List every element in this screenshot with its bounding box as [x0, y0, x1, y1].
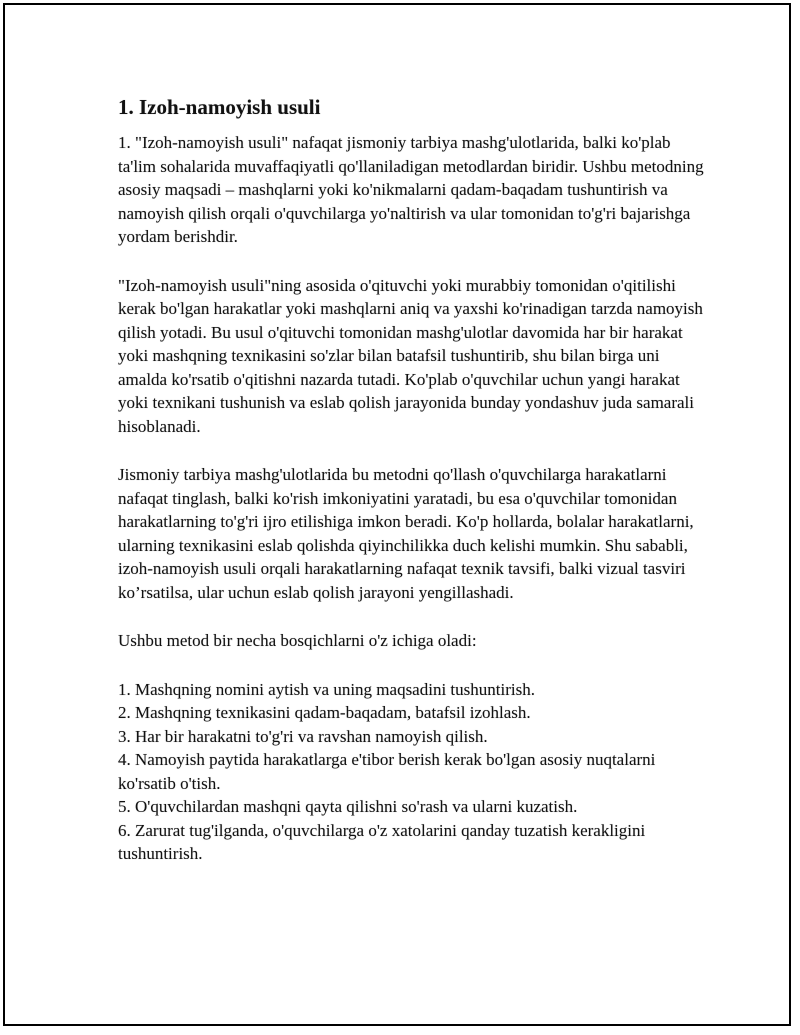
list-item: 3. Har bir harakatni to'g'ri va ravshan namoyish qilish.: [118, 726, 488, 746]
list-item: 1. Mashqning nomini aytish va uning maqsadini tushuntirish.: [118, 679, 535, 699]
paragraph-physical-education: Jismoniy tarbiya mashg'ulotlarida bu metodni qo'llash o'quvchilarga harakatlarni nafaqat tinglash, balki ko'rish imkoniyatini yaratadi, bu esa o'quvchilar tomonidan harakatlarning to'g'ri ijro etilishiga imkon beradi. Ko'p hollarda, bolalar harakatlarni, ularning texnikasini eslab qolishda qiyinchilikka duch kelishi mumkin. Shu sababli, izoh-namoyish usuli orqali harakatlarning nafaqat texnik tavsifi, balki vizual tasviri ko’rsatilsa, ular uchun eslab qolish jarayoni yengillashadi.: [118, 465, 694, 602]
paragraph-stages-intro: Ushbu metod bir necha bosqichlarni o'z ichiga oladi:: [118, 631, 477, 650]
paragraph-basis: "Izoh-namoyish usuli"ning asosida o'qituvchi yoki murabbiy tomonidan o'qitilishi kerak bo'lgan harakatlar yoki mashqlarni aniq va yaxshi ko'rinadigan tarzda namoyish qilish yotadi. Bu usul o'qituvchi tomonidan mashg'ulotlar davomida har bir harakat yoki mashqning texnikasini so'zlar bilan batafsil tushuntirib, shu bilan birga uni amalda ko'rsatib o'qitishni nazarda tutadi. Ko'plab o'quvchilar uchun yangi harakat yoki texnikani tushunish va eslab qolish jarayonida bunday yondashuv juda samarali hisoblanadi.: [118, 275, 703, 436]
stages-list: [118, 678, 708, 866]
paragraph-intro: 1. "Izoh-namoyish usuli" nafaqat jismoniy tarbiya mashg'ulotlarida, balki ko'plab ta'lim sohalarida muvaffaqiyatli qo'llaniladigan metodlardan biridir. Ushbu metodning asosiy maqsadi – mashqlarni yoki ko'nikmalarni qadam-baqadam tushuntirish va namoyish qilish orqali o'quvchilarga yo'naltirish va ular tomonidan to'g'ri bajarishga yordam berishdir.: [118, 133, 704, 246]
document-body: [118, 94, 708, 866]
list-item: 2. Mashqning texnikasini qadam-baqadam, batafsil izohlash.: [118, 703, 531, 722]
section-heading: 1. Izoh-namoyish usuli: [118, 95, 321, 119]
list-item: 6. Zarurat tug'ilganda, o'quvchilarga o'z xatolarini qanday tuzatish kerakligini tushuntirish.: [118, 820, 646, 863]
list-item: 4. Namoyish paytida harakatlarga e'tibor berish kerak bo'lgan asosiy nuqtalarni ko'rsatib o'tish.: [118, 750, 656, 793]
list-item: 5. O'quvchilardan mashqni qayta qilishni so'rash va ularni kuzatish.: [118, 797, 578, 816]
